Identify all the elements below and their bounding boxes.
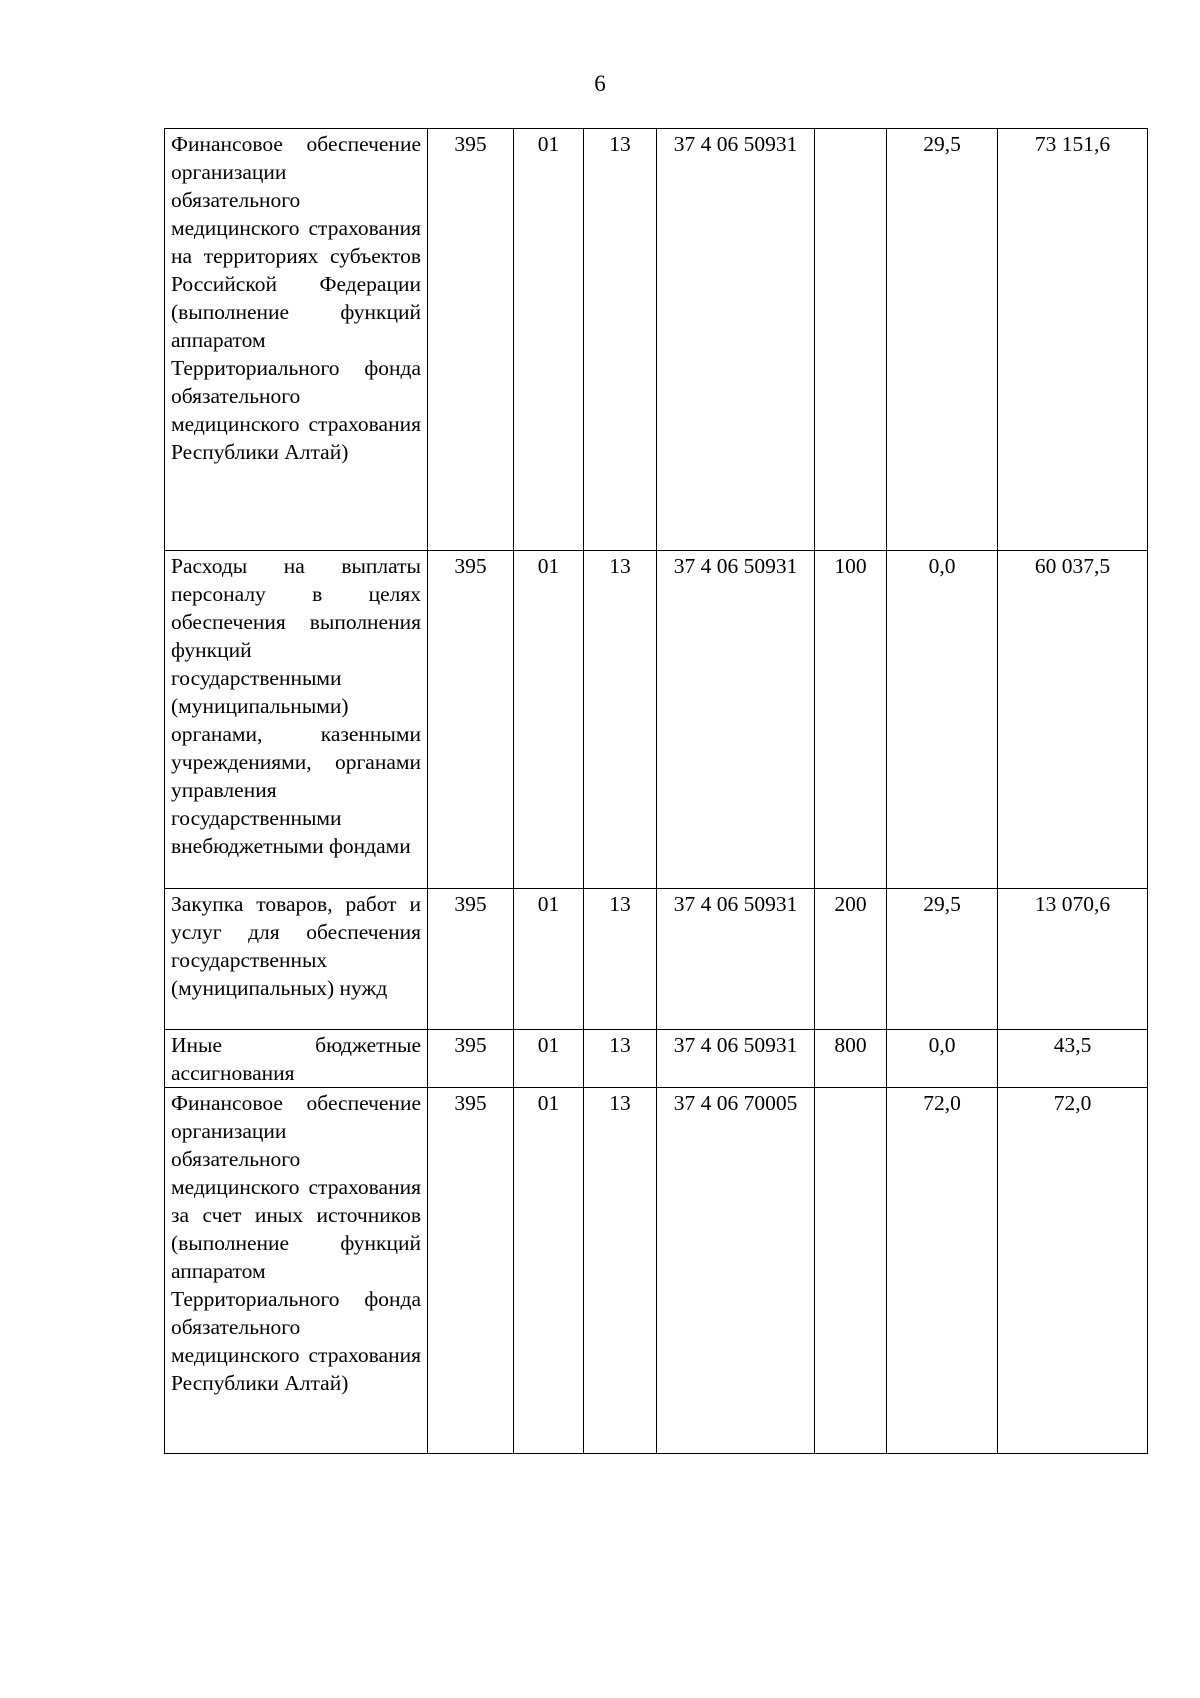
ministry-code: 395 (428, 1030, 514, 1088)
target-article-code: 37 4 06 70005 (657, 1088, 815, 1454)
expense-name: Финансовое обеспечение организации обязательного медицинского страхования за счет иных источников (выполнение функций аппаратом Территориального фонда обязательного медицинского страхования Республики Алтай) (165, 1088, 428, 1454)
subsection-code: 13 (584, 551, 657, 889)
target-article-code: 37 4 06 50931 (657, 1030, 815, 1088)
target-article-code: 37 4 06 50931 (657, 551, 815, 889)
page-number: 6 (594, 71, 606, 96)
amount-2: 13 070,6 (998, 889, 1148, 1030)
section-code: 01 (514, 889, 584, 1030)
table-row (165, 1088, 1148, 1454)
table-row (165, 551, 1148, 889)
amount-2: 43,5 (998, 1030, 1148, 1088)
subsection-code: 13 (584, 1030, 657, 1088)
amount-1: 29,5 (887, 129, 998, 551)
subsection-code: 13 (584, 1088, 657, 1454)
ministry-code: 395 (428, 551, 514, 889)
table-row (165, 1030, 1148, 1088)
table-row (165, 129, 1148, 551)
expense-type-code: 800 (815, 1030, 887, 1088)
subsection-code: 13 (584, 889, 657, 1030)
expense-type-code: 100 (815, 551, 887, 889)
table-row (165, 889, 1148, 1030)
ministry-code: 395 (428, 1088, 514, 1454)
amount-1: 0,0 (887, 1030, 998, 1088)
amount-1: 72,0 (887, 1088, 998, 1454)
expense-type-code (815, 129, 887, 551)
amount-2: 73 151,6 (998, 129, 1148, 551)
target-article-code: 37 4 06 50931 (657, 889, 815, 1030)
expense-name: Иные бюджетные ассигнования (165, 1030, 428, 1088)
amount-2: 60 037,5 (998, 551, 1148, 889)
amount-1: 0,0 (887, 551, 998, 889)
section-code: 01 (514, 1088, 584, 1454)
ministry-code: 395 (428, 889, 514, 1030)
target-article-code: 37 4 06 50931 (657, 129, 815, 551)
ministry-code: 395 (428, 129, 514, 551)
expense-type-code (815, 1088, 887, 1454)
section-code: 01 (514, 551, 584, 889)
budget-table (164, 128, 1148, 1454)
expense-name: Финансовое обеспечение организации обязательного медицинского страхования на территориях субъектов Российской Федерации (выполнение функций аппаратом Территориального фонда обязательного медицинского страхования Республики Алтай) (165, 129, 428, 551)
subsection-code: 13 (584, 129, 657, 551)
expense-name: Расходы на выплаты персоналу в целях обеспечения выполнения функций государственными (муниципальными) органами, казенными учреждениями, органами управления государственными внебюджетными фондами (165, 551, 428, 889)
section-code: 01 (514, 129, 584, 551)
expense-name: Закупка товаров, работ и услуг для обеспечения государственных (муниципальных) нужд (165, 889, 428, 1030)
expense-type-code: 200 (815, 889, 887, 1030)
amount-1: 29,5 (887, 889, 998, 1030)
amount-2: 72,0 (998, 1088, 1148, 1454)
section-code: 01 (514, 1030, 584, 1088)
